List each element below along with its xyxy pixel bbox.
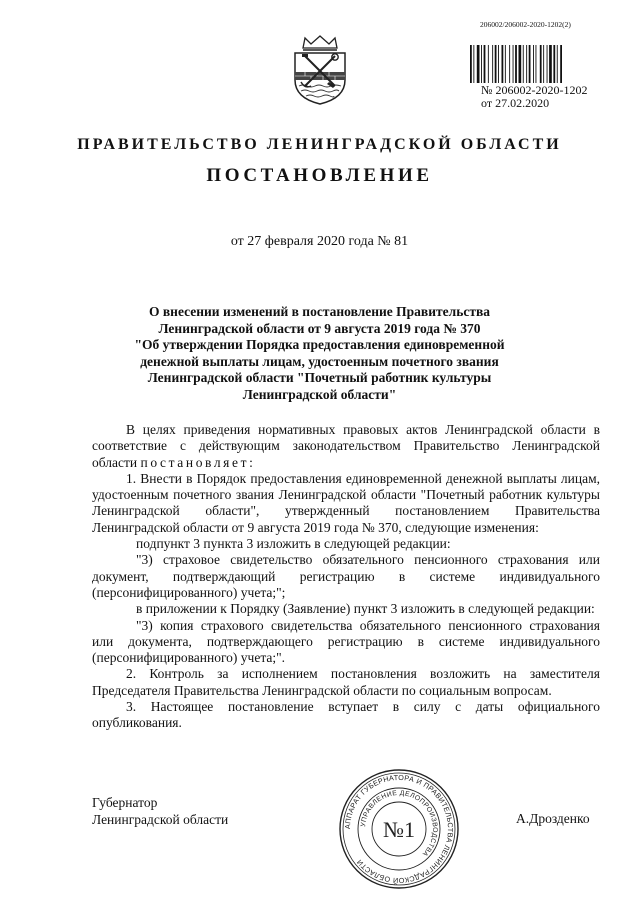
paragraph-1a: подпункт 3 пункта 3 изложить в следующей редакции:: [136, 536, 451, 552]
document-body: [92, 422, 600, 732]
paragraph-2: 2. Контроль за исполнением постановления возложить на заместителя Председателя Правительства Ленинградской области по социальным вопросам.: [92, 666, 600, 698]
barcode-bar: [557, 45, 558, 83]
heading-line: Ленинградской области "Почетный работник культуры: [147, 370, 492, 385]
heading-line: Ленинградской области от 9 августа 2019 года № 370: [158, 320, 481, 336]
heading-line: денежной выплаты лицам, удостоенным почетного звания: [140, 353, 499, 369]
barcode-bar: [540, 45, 542, 83]
registration-number: № 206002-2020-1202: [481, 83, 588, 97]
stamp-number: №1: [383, 817, 415, 842]
barcode-bar: [529, 45, 531, 83]
preamble-paragraph: [92, 422, 600, 471]
barcode-bar: [488, 45, 489, 83]
stamp-outer-text: АППАРАТ ГУБЕРНАТОРА И ПРАВИТЕЛЬСТВА ЛЕНИНГРАДСКОЙ ОБЛАСТИ: [342, 772, 456, 886]
leningrad-oblast-coat-of-arms-icon: [289, 34, 351, 106]
document-date-number: от 27 февраля 2020 года № 81: [230, 234, 409, 249]
paragraph-1a-quote: "3) страховое свидетельство обязательного пенсионного страхования или документ, подтверждающий регистрацию в системе индивидуального (персонифицированного) учета;";: [92, 552, 600, 600]
paragraph-3: 3. Настоящее постановление вступает в силу с даты официального опубликования.: [92, 699, 600, 731]
barcode-bar: [523, 45, 524, 83]
registration-date: от 27.02.2020: [481, 96, 550, 110]
barcode-bar: [536, 45, 537, 83]
barcode-bar: [473, 45, 474, 83]
document-heading: [92, 304, 547, 403]
barcode-bar: [509, 45, 510, 83]
barcode-bar: [502, 45, 504, 83]
heading-line: "Об утверждении Порядка предоставления единовременной: [134, 337, 505, 352]
barcode-bar: [533, 45, 534, 83]
signatory-position: [92, 794, 228, 828]
paragraph-1b: в приложении к Порядку (Заявление) пункт 3 изложить в следующей редакции:: [136, 601, 595, 617]
barcode-bar: [470, 45, 472, 83]
paragraph-1: 1. Внести в Порядок предоставления единовременной денежной выплаты лицам, удостоенным почетного звания Ленинградской области "Почетный работник культуры Ленинградской области", утвержденный постановлением Правительства Ленинградской области от 9 августа 2019 года № 370, следующие изменения:: [92, 470, 600, 535]
position-line: Ленинградской области: [92, 812, 229, 827]
heading-line: Ленинградской области": [242, 386, 397, 402]
barcode-bar: [519, 45, 522, 83]
paragraph-1b-quote: "3) копия страхового свидетельства обязательного пенсионного страхования или документа, подтверждающего регистрацию в системе индивидуального (персонифицированного) учета;".: [92, 617, 600, 666]
barcode-bar: [553, 45, 555, 83]
barcode-bar: [492, 45, 493, 83]
stamp-inner-text: УПРАВЛЕНИЕ ДЕЛОПРОИЗВОДСТВА: [360, 789, 439, 858]
barcode-bar: [513, 45, 514, 83]
document-type: ПОСТАНОВЛЕНИЕ: [206, 165, 433, 186]
barcode-bar: [495, 45, 497, 83]
barcode-bar: [484, 45, 486, 83]
government-title: ПРАВИТЕЛЬСТВО ЛЕНИНГРАДСКОЙ ОБЛАСТИ: [77, 136, 562, 153]
barcode-bar: [547, 45, 548, 83]
registration-block: [481, 84, 587, 110]
barcode-bar: [560, 45, 562, 83]
barcode-bar: [481, 45, 482, 83]
barcode-bar: [526, 45, 527, 83]
barcode-bar: [477, 45, 480, 83]
barcode-bar: [505, 45, 506, 83]
official-stamp: [338, 768, 460, 890]
barcode-bar: [515, 45, 517, 83]
barcode: [469, 45, 617, 83]
barcode-bar: [498, 45, 499, 83]
heading-line: О внесении изменений в постановление Правительства: [149, 304, 490, 319]
decree-word: постановляет:: [140, 454, 256, 470]
document-id: 206002/206002-2020-1202(2): [480, 20, 571, 29]
position-line: Губернатор: [92, 795, 158, 810]
preamble-text: В целях приведения нормативных правовых актов Ленинградской области в соответствие с действующим законодательством Правительство Ленинградской области: [92, 422, 600, 470]
barcode-bar: [543, 45, 544, 83]
barcode-bar: [549, 45, 552, 83]
signatory-name: А.Дрозденко: [516, 811, 590, 826]
